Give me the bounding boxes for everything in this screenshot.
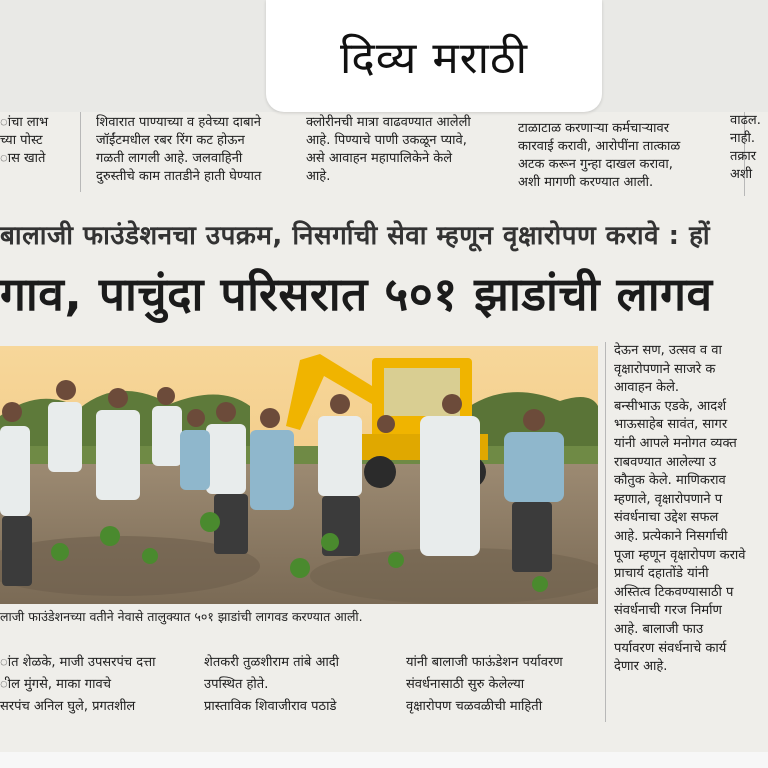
text-line: देणार आहे. [614, 659, 668, 675]
text-line: कारवाई करावी, आरोपींना तात्काळ [518, 139, 681, 154]
brand-label [266, 0, 602, 112]
text-line: जॉईंटमधील रबर रिंग कट होऊन [96, 133, 245, 148]
plantation-photo-illustration [0, 346, 598, 604]
text-line: तक्रार [730, 149, 757, 164]
text-line: संवर्धनाचा उद्देश सफल [614, 510, 719, 526]
text-line: शिवारात पाण्याच्या व हवेच्या दाबाने [96, 115, 262, 130]
text-line: आहे. पिण्याचे पाणी उकळून प्यावे, [306, 133, 467, 148]
text-line: क्लोरीनची मात्रा वाढवण्यात आलेली [306, 115, 471, 130]
text-line: उपस्थित होते. [204, 677, 269, 692]
bottom-column-1 [0, 652, 200, 718]
text-line: गळती लागली आहे. जलवाहिनी [96, 151, 243, 166]
text-line: असे आवाहन महापालिकेने केले [306, 151, 453, 166]
article-right-column [614, 342, 768, 677]
text-line: प्रास्ताविक शिवाजीराव पठाडे [204, 699, 337, 714]
text-line: संवर्धनासाठी सुरु केलेल्या [406, 677, 525, 692]
column-rule [80, 112, 81, 192]
top-column-4 [518, 120, 718, 192]
bottom-column-3 [406, 652, 606, 718]
top-column-5 [730, 112, 768, 184]
text-line: पर्यावरण संवर्धनाचे कार्य [614, 640, 727, 656]
article-headline: गाव, पाचुंदा परिसरात ५०१ झाडांची लागव [0, 267, 713, 321]
text-line: नाही. [730, 131, 755, 146]
text-line: संवर्धनाची गरज निर्माण [614, 603, 722, 619]
text-line: वृक्षारोपणाने साजरे क [614, 361, 716, 377]
text-line: ील मुंगसे, माका गावचे [0, 677, 111, 692]
text-line: आहे. प्रत्येकाने निसर्गाची [614, 528, 728, 544]
news-photo [0, 346, 598, 604]
text-line: दुरुस्तीचे काम तातडीने हाती घेण्यात [96, 169, 262, 184]
text-line: ास खाते [0, 151, 46, 166]
clipping-bottom-margin [0, 752, 768, 768]
text-line: वाढल. [730, 113, 761, 128]
text-line: अस्तित्व टिकवण्यासाठी प [614, 584, 734, 600]
text-line: वृक्षारोपण चळवळीची माहिती [406, 699, 543, 714]
text-line: देऊन सण, उत्सव व वा [614, 343, 722, 358]
top-column-1 [0, 114, 70, 168]
text-line: ांचा लाभ [0, 115, 49, 130]
text-line: यांनी बालाजी फाऊंडेशन पर्यावरण [406, 655, 563, 670]
text-line: अशी [730, 167, 753, 182]
top-column-2 [96, 114, 296, 186]
column-rule [605, 342, 606, 722]
text-line: यांनी आपले मनोगत व्यक्त [614, 435, 737, 451]
top-column-3 [306, 114, 504, 186]
text-line: च्या पोस्ट [0, 133, 43, 148]
text-line: कौतुक केले. माणिकराव [614, 473, 726, 489]
text-line: भाऊसाहेब सावंत, सागर [614, 417, 728, 433]
text-line: टाळाटाळ करणाऱ्या कर्मचाऱ्यावर [518, 121, 670, 136]
bottom-column-2 [204, 652, 400, 718]
brand-title: दिव्य मराठी [340, 33, 528, 84]
article-kicker: बालाजी फाउंडेशनचा उपक्रम, निसर्गाची सेवा म्हणून वृक्षारोपण करावे : हों [0, 221, 711, 251]
text-line: सरपंच अनिल घुले, प्रगतशील [0, 699, 136, 714]
text-line: अटक करून गुन्हा दाखल करावा, [518, 157, 673, 172]
text-line: शेतकरी तुळशीराम तांबे आदी [204, 655, 340, 670]
photo-caption: लाजी फाउंडेशनच्या वतीने नेवासे तालुक्यात ५०१ झाडांची लागवड करण्यात आली. [0, 609, 363, 624]
text-line: आहे. [306, 169, 331, 184]
text-line: प्राचार्य दहातोंडे यांनी [614, 566, 709, 582]
text-line: पूजा म्हणून वृक्षारोपण करावे [614, 547, 746, 563]
text-line: आहे. बालाजी फाउ [614, 621, 704, 637]
text-line: बन्सीभाऊ एडके, आदर्श [614, 398, 727, 414]
text-line: म्हणाले, वृक्षारोपणाने प [614, 491, 723, 507]
text-line: ांत शेळके, माजी उपसरपंच दत्ता [0, 655, 156, 670]
text-line: राबवण्यात आलेल्या उ [614, 454, 717, 470]
text-line: अशी मागणी करण्यात आली. [518, 175, 654, 190]
text-line: आवाहन केले. [614, 380, 680, 396]
